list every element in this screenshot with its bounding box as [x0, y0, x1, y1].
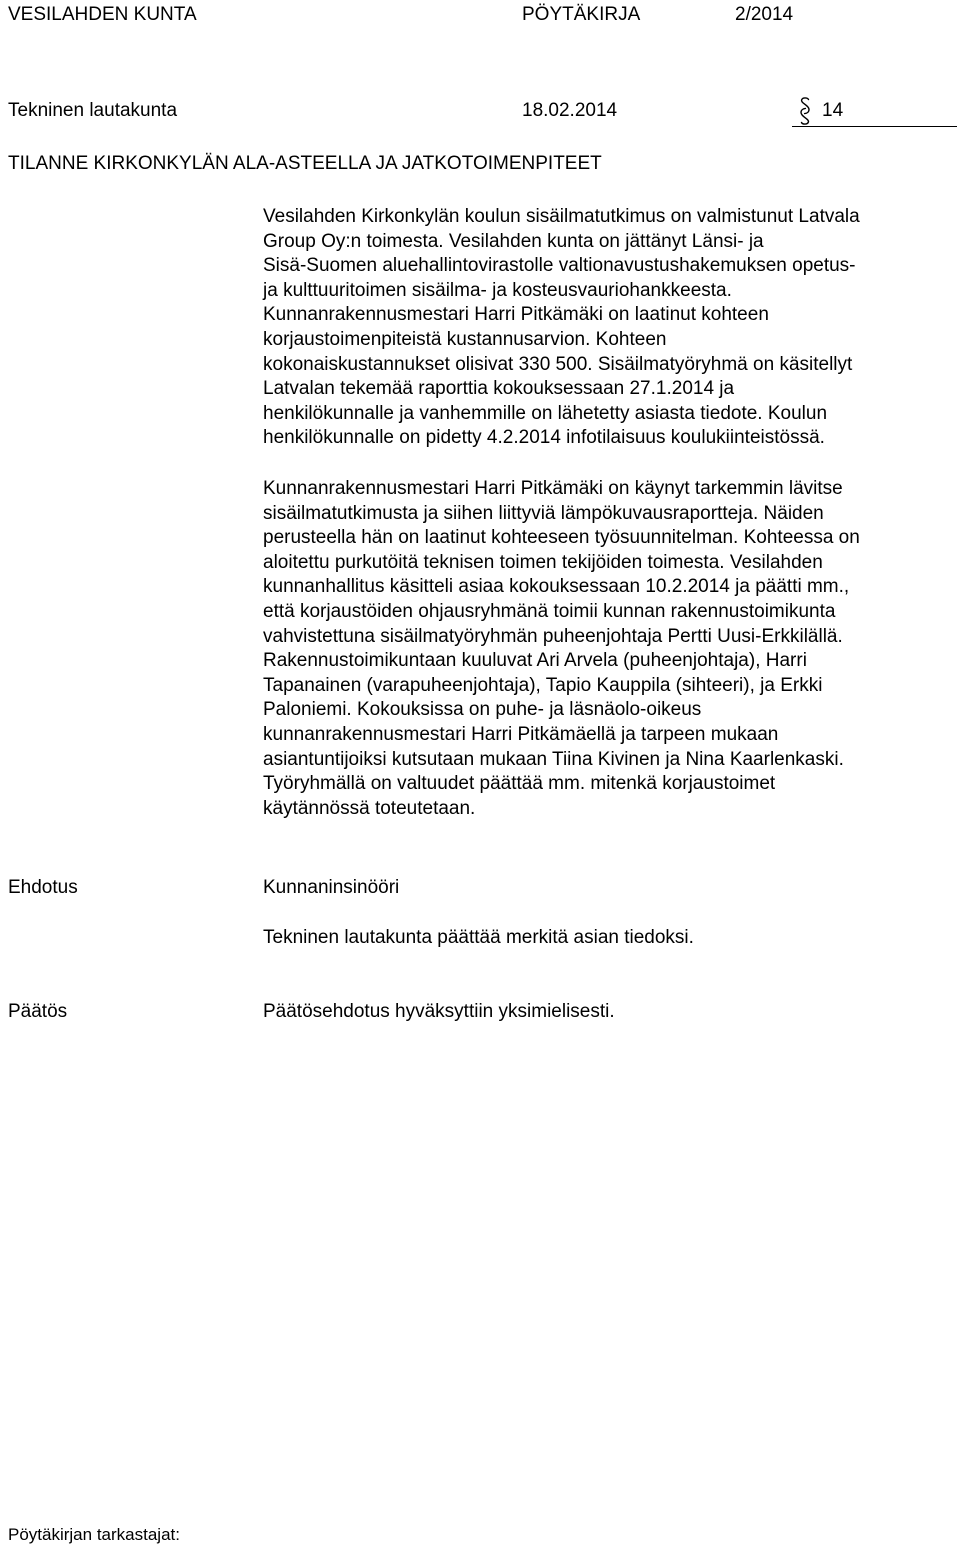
paragraph-line: että korjaustöiden ohjausryhmänä toimii kunnan rakennustoimikunta: [263, 600, 836, 622]
paragraph-line: perusteella hän on laatinut kohteeseen työsuunnitelman. Kohteessa on: [263, 527, 860, 549]
paragraph-line: Vesilahden Kirkonkylän koulun sisäilmatutkimus on valmistunut Latvala: [263, 206, 860, 227]
paragraph-line: kunnanrakennusmestari Harri Pitkämäellä ja tarpeen mukaan: [263, 723, 779, 745]
paragraph-line: Kunnanrakennusmestari Harri Pitkämäki on käynyt tarkemmin lävitse: [263, 478, 843, 499]
paragraph-line: Group Oy:n toimesta. Vesilahden kunta on jättänyt Länsi- ja: [263, 230, 764, 252]
document-number: 2/2014: [735, 4, 794, 25]
paragraph-line: korjaustoimenpiteistä kustannusarvion. Kohteen: [263, 328, 667, 350]
paragraph-line: henkilökunnalle ja vanhemmille on lähetetty asiasta tiedote. Koulun: [263, 402, 828, 424]
paragraph-line: asiantuntijoiksi kutsutaan mukaan Tiina Kivinen ja Nina Kaarlenkaski.: [263, 748, 844, 770]
paragraph-line: henkilökunnalle on pidetty 4.2.2014 infotilaisuus koulukiinteistössä.: [263, 427, 825, 449]
proposal-author: Kunnaninsinööri: [263, 877, 400, 898]
section-sign-icon: [798, 96, 812, 126]
item-title: TILANNE KIRKONKYLÄN ALA-ASTEELLA JA JATKOTOIMENPITEET: [8, 153, 602, 174]
section-underline: [792, 126, 957, 127]
paragraph-line: Tapanainen (varapuheenjohtaja), Tapio Kauppila (sihteeri), ja Erkki: [263, 674, 823, 696]
paragraph-line: kokonaiskustannukset olisivat 330 500. Sisäilmatyöryhmä on käsitellyt: [263, 353, 853, 375]
paragraph-background: [263, 205, 957, 451]
paragraph-line: ja kulttuuritoimen sisäilma- ja kosteusvauriohankkeesta.: [263, 279, 732, 301]
paragraph-line: aloitettu purkutöitä teknisen toimen tekijöiden toimesta. Vesilahden: [263, 551, 823, 573]
proposal-text: Tekninen lautakunta päättää merkitä asian tiedoksi.: [263, 927, 694, 948]
paragraph-line: käytännössä toteutetaan.: [263, 797, 476, 819]
decision-label: Päätös: [8, 1001, 68, 1022]
paragraph-line: sisäilmatutkimusta ja siihen liittyviä lämpökuvausraportteja. Näiden: [263, 502, 824, 524]
paragraph-line: Paloniemi. Kokouksissa on puhe- ja läsnäolo-oikeus: [263, 699, 702, 721]
paragraph-line: vahvistettuna sisäilmatyöryhmän puheenjohtaja Pertti Uusi-Erkkilällä.: [263, 625, 843, 647]
meeting-date: 18.02.2014: [522, 100, 618, 121]
paragraph-line: kunnanhallitus käsitteli asiaa kokouksessaan 10.2.2014 ja päätti mm.,: [263, 576, 850, 598]
paragraph-line: Latvalan tekemää raporttia kokouksessaan 27.1.2014 ja: [263, 378, 735, 400]
paragraph-line: Rakennustoimikuntaan kuuluvat Ari Arvela (puheenjohtaja), Harri: [263, 650, 807, 672]
paragraph-working-group: [263, 477, 957, 821]
committee-name: Tekninen lautakunta: [8, 100, 178, 121]
section-number: 14: [822, 100, 844, 121]
document-type: PÖYTÄKIRJA: [522, 4, 641, 25]
decision-text: Päätösehdotus hyväksyttiin yksimielisesti.: [263, 1001, 615, 1022]
paragraph-line: Kunnanrakennusmestari Harri Pitkämäki on laatinut kohteen: [263, 304, 769, 326]
municipality-name: VESILAHDEN KUNTA: [8, 4, 197, 25]
proposal-label: Ehdotus: [8, 877, 78, 898]
paragraph-line: Työryhmällä on valtuudet päättää mm. mitenkä korjaustoimet: [263, 773, 776, 795]
paragraph-line: Sisä-Suomen aluehallintovirastolle valtionavustushakemuksen opetus-: [263, 255, 856, 277]
minutes-reviewers-label: Pöytäkirjan tarkastajat:: [8, 1525, 180, 1544]
